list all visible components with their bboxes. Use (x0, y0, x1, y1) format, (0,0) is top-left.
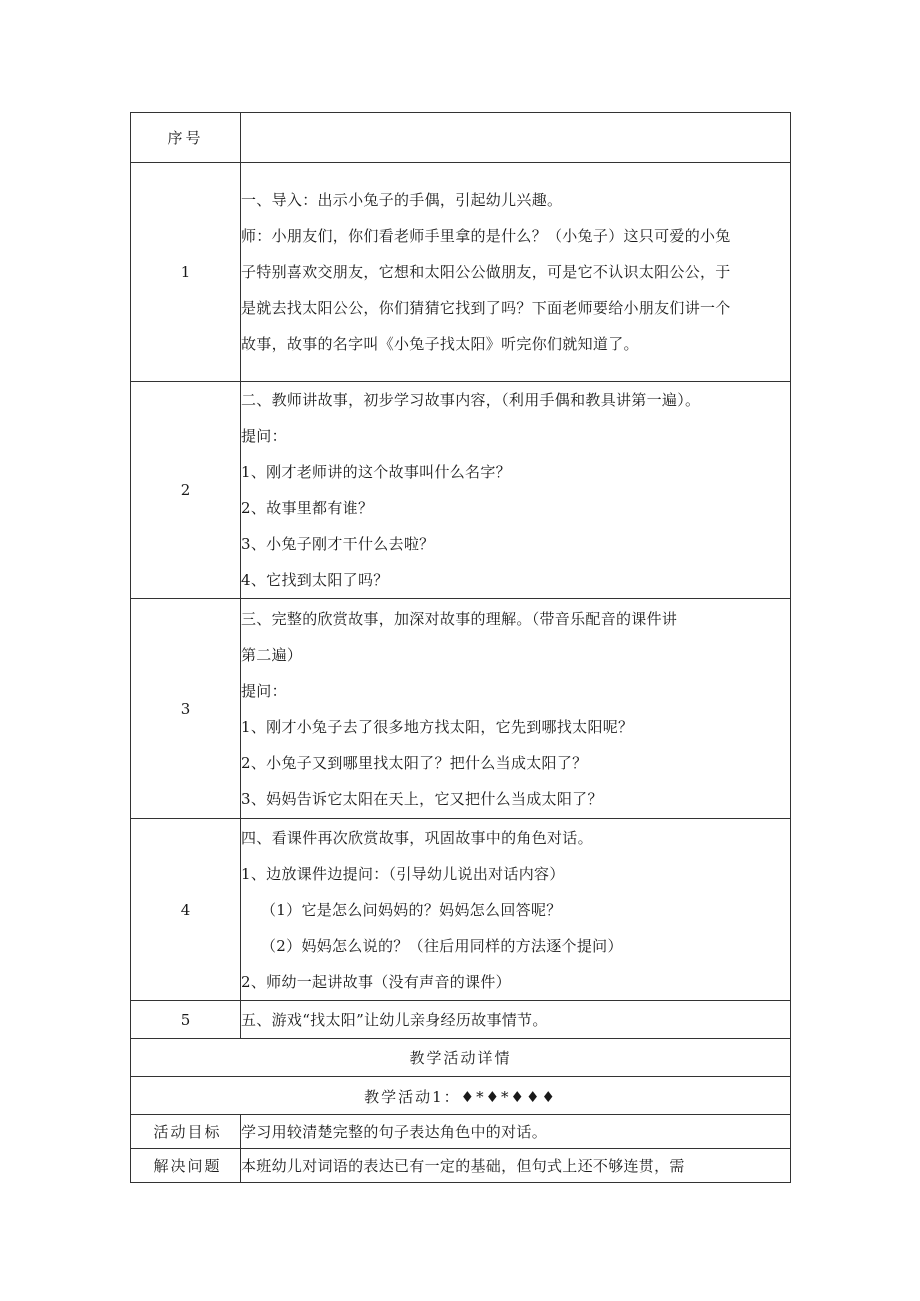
step-content (241, 599, 791, 819)
text-line: 三、完整的欣赏故事，加深对故事的理解。（带音乐配音的课件讲 (241, 609, 678, 628)
goal-text: 学习用较清楚完整的句子表达角色中的对话。 (241, 1115, 791, 1149)
text-line: 二、教师讲故事，初步学习故事内容，（利用手偶和教具讲第一遍）。 (241, 391, 701, 409)
text-line: 故事，故事的名字叫《小兔子找太阳》听完你们就知道了。 (241, 335, 639, 353)
text-line: 提问： (241, 681, 287, 700)
lesson-plan-table (130, 112, 791, 1183)
step-number: 5 (131, 1001, 241, 1039)
text-line: 一、导入：出示小兔子的手偶，引起幼儿兴趣。 (241, 191, 563, 209)
header-row (131, 113, 791, 163)
text-line: 五、游戏“找太阳”让幼儿亲身经历故事情节。 (241, 1010, 548, 1029)
header-content (241, 113, 791, 163)
text-line: （1）它是怎么问妈妈的？妈妈怎么回答呢？ (261, 900, 562, 919)
activity-title: 教学活动1：♦*♦*♦♦♦ (131, 1077, 791, 1115)
text-line: 3、小兔子刚才干什么去啦？ (241, 535, 435, 553)
problem-text: 本班幼儿对词语的表达已有一定的基础，但句式上还不够连贯，需 (241, 1149, 791, 1183)
step-row-4 (131, 819, 791, 1001)
step-row-3 (131, 599, 791, 819)
text-line: （2）妈妈怎么说的？（往后用同样的方法逐个提问） (261, 936, 623, 955)
step-content (241, 819, 791, 1001)
details-title-row (131, 1039, 791, 1077)
text-line: 提问： (241, 427, 287, 445)
step-row-1 (131, 163, 791, 382)
step-row-5 (131, 1001, 791, 1039)
text-line: 师：小朋友们，你们看老师手里拿的是什么？（小兔子）这只可爱的小兔 (241, 227, 731, 245)
problem-row (131, 1149, 791, 1183)
text-line: 第二遍） (241, 645, 303, 664)
step-number: 1 (131, 163, 241, 382)
text-line: 3、妈妈告诉它太阳在天上，它又把什么当成太阳了？ (241, 789, 603, 808)
text-line: 是就去找太阳公公，你们猜猜它找到了吗？下面老师要给小朋友们讲一个 (241, 299, 731, 317)
step-number: 4 (131, 819, 241, 1001)
text-line: 1、刚才小兔子去了很多地方找太阳，它先到哪找太阳呢？ (241, 717, 634, 736)
goal-row (131, 1115, 791, 1149)
text-line: 4、它找到太阳了吗？ (241, 571, 389, 589)
step-content (241, 1001, 791, 1039)
step-number: 2 (131, 382, 241, 599)
step-number: 3 (131, 599, 241, 819)
details-title: 教学活动详情 (131, 1039, 791, 1077)
text-line: 1、刚才老师讲的这个故事叫什么名字？ (241, 463, 511, 481)
text-line: 2、师幼一起讲故事（没有声音的课件） (241, 972, 511, 991)
step-content (241, 382, 791, 599)
step-row-2 (131, 382, 791, 599)
text-line: 子特别喜欢交朋友，它想和太阳公公做朋友，可是它不认识太阳公公，于 (241, 263, 731, 281)
step-content (241, 163, 791, 382)
text-line: 2、小兔子又到哪里找太阳了？把什么当成太阳了？ (241, 753, 588, 772)
text-line: 1、边放课件边提问：（引导幼儿说出对话内容） (241, 864, 565, 883)
problem-label: 解决问题 (131, 1149, 241, 1183)
activity-title-row (131, 1077, 791, 1115)
text-line: 2、故事里都有谁？ (241, 499, 374, 517)
header-seq: 序号 (131, 113, 241, 163)
text-line: 四、看课件再次欣赏故事，巩固故事中的角色对话。 (241, 828, 593, 847)
goal-label: 活动目标 (131, 1115, 241, 1149)
